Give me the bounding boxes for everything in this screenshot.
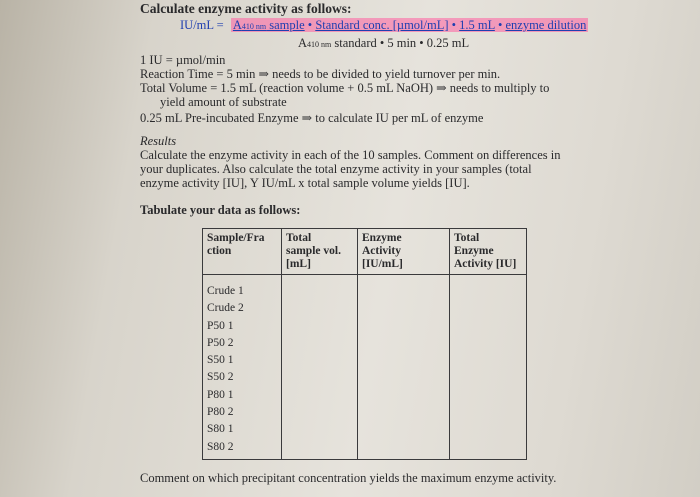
formula-denominator <box>298 36 469 52</box>
header-enzyme-activity: Enzyme Activity [IU/mL] <box>358 229 450 275</box>
table-header-row <box>203 229 527 275</box>
iu-definition: 1 IU = µmol/min <box>140 53 226 67</box>
table-body-row <box>203 275 527 460</box>
table-row: P80 1 <box>207 388 234 401</box>
formula-numerator-line <box>180 18 588 34</box>
enzyme-activity-cell[interactable] <box>358 275 450 460</box>
tabulate-heading: Tabulate your data as follows: <box>140 203 301 217</box>
results-title: Results <box>140 134 177 148</box>
table-row: Crude 2 <box>207 302 244 315</box>
total-volume-cell[interactable] <box>282 275 358 460</box>
table-row: S50 1 <box>207 354 234 367</box>
comment-prompt: Comment on which precipitant concentration yields the maximum enzyme activity. <box>140 471 557 485</box>
total-activity-cell[interactable] <box>450 275 527 460</box>
table-row: Crude 1 <box>207 285 244 297</box>
reaction-time-line: Reaction Time = 5 min ⇒ needs to be divided to yield turnover per min. <box>140 67 501 81</box>
denominator-a: A <box>298 36 308 50</box>
preincubated-line: 0.25 mL Pre-incubated Enzyme ⇒ to calculate IU per mL of enzyme <box>140 111 484 125</box>
yield-amount-line: yield amount of substrate <box>160 95 287 109</box>
formula-lhs: IU/mL = <box>180 18 224 32</box>
table-row: P80 2 <box>207 406 234 419</box>
numerator-dot-2: • <box>448 18 460 32</box>
numerator-sample: sample <box>266 18 305 32</box>
denominator-rest: standard • 5 min • 0.25 mL <box>331 36 470 50</box>
numerator-a-sub: 410 nm <box>241 22 267 31</box>
header-total-sample-vol: Total sample vol. [mL] <box>282 229 358 275</box>
table-row: P50 2 <box>207 336 234 349</box>
numerator-dot-3: • <box>494 18 506 32</box>
results-paragraph-line-2: your duplicates. Also calculate the total enzyme activity in your samples (total <box>140 162 532 176</box>
table-row: S80 2 <box>207 440 234 453</box>
header-total-enzyme-activity: Total Enzyme Activity [IU] <box>450 229 527 275</box>
numerator-dot-1: • <box>304 18 316 32</box>
header-sample-fraction: Sample/Fra ction <box>203 229 282 275</box>
numerator-a: A <box>232 18 242 32</box>
numerator-dilution: enzyme dilution <box>505 18 587 32</box>
results-table <box>202 228 527 460</box>
formula-numerator <box>231 18 589 32</box>
results-paragraph-line-3: enzyme activity [IU], Y IU/mL x total sample volume yields [IU]. <box>140 176 470 190</box>
results-paragraph-line-1: Calculate the enzyme activity in each of the 10 samples. Comment on differences in <box>140 148 561 162</box>
denominator-a-sub: 410 nm <box>307 40 332 49</box>
table-row: S80 1 <box>207 423 234 436</box>
total-volume-line: Total Volume = 1.5 mL (reaction volume + 0.5 mL NaOH) ⇒ needs to multiply to <box>140 81 550 95</box>
heading: Calculate enzyme activity as follows: <box>140 1 352 16</box>
table-row: S50 2 <box>207 371 234 384</box>
sample-list-cell <box>203 275 282 460</box>
table-row: P50 1 <box>207 319 234 332</box>
numerator-std-conc: Standard conc. [µmol/mL] <box>315 18 449 32</box>
numerator-volume: 1.5 mL <box>459 18 495 32</box>
